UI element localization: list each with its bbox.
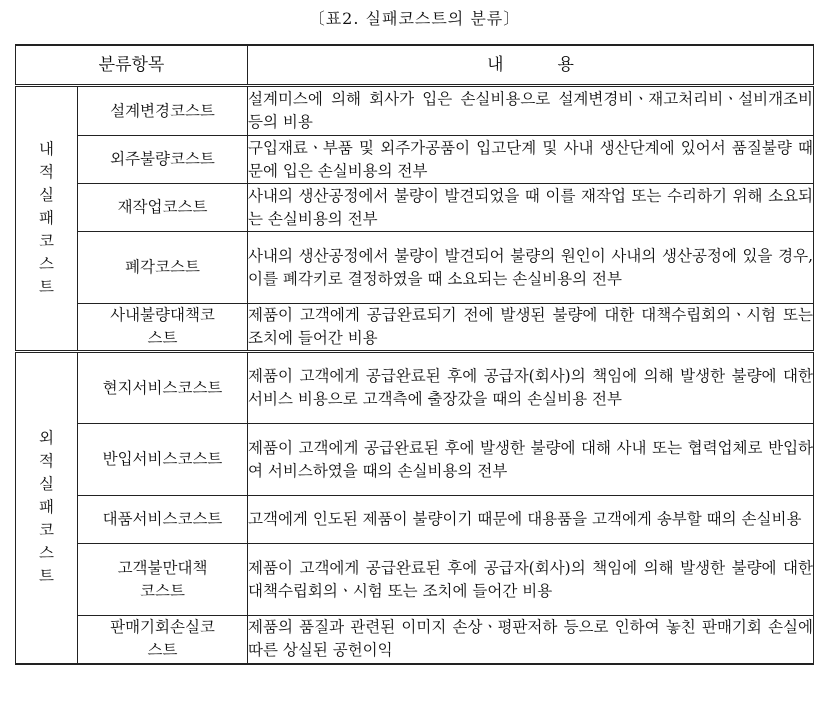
table-row — [16, 544, 814, 616]
category-cell: 재작업코스트 — [78, 184, 248, 232]
group-label: 외적실패코스트 — [39, 429, 54, 586]
table-row — [16, 136, 814, 184]
description-cell: 제품이 고객에게 공급완료된 후에 공급자(회사)의 책임에 의해 발생한 불량에 대한 대책수립회의ㆍ시험 또는 조치에 들어간 비용 — [248, 544, 814, 616]
category-cell: 외주불량코스트 — [78, 136, 248, 184]
group-external — [16, 352, 78, 664]
description-cell: 제품이 고객에게 공급완료된 후에 공급자(회사)의 책임에 의해 발생한 불량에 대한 서비스 비용으로 고객측에 출장갔을 때의 손실비용 전부 — [248, 352, 814, 424]
category-cell: 폐각코스트 — [78, 232, 248, 304]
description-cell: 구입재료ㆍ부품 및 외주가공품이 입고단계 및 사내 생산단계에 있어서 품질불량 때문에 입은 손실비용의 전부 — [248, 136, 814, 184]
description-cell: 사내의 생산공정에서 불량이 발견되어 불량의 원인이 사내의 생산공정에 있을 경우, 이를 폐각키로 결정하였을 때 소요되는 손실비용의 전부 — [248, 232, 814, 304]
header-content — [248, 45, 814, 86]
table-row — [16, 352, 814, 424]
table-row — [16, 232, 814, 304]
category-text: 고객불만대책코스트 — [117, 558, 208, 600]
category-cell — [78, 544, 248, 616]
description-cell: 제품이 고객에게 공급완료된 후에 발생한 불량에 대해 사내 또는 협력업체로 반입하여 서비스하였을 때의 손실비용의 전부 — [248, 424, 814, 496]
category-text: 사내불량대책코스트 — [110, 306, 215, 347]
description-cell: 설계미스에 의해 회사가 입은 손실비용으로 설계변경비ㆍ재고처리비ㆍ설비개조비 등의 비용 — [248, 86, 814, 136]
table-row — [16, 304, 814, 352]
table-row — [16, 616, 814, 664]
category-text: 판매기회손실코스트 — [110, 618, 215, 660]
table-row — [16, 424, 814, 496]
category-cell — [78, 304, 248, 352]
failure-cost-table — [15, 44, 814, 665]
description-cell: 사내의 생산공정에서 불량이 발견되었을 때 이를 재작업 또는 수리하기 위해 소요되는 손실비용의 전부 — [248, 184, 814, 232]
category-cell: 반입서비스코스트 — [78, 424, 248, 496]
category-cell: 대품서비스코스트 — [78, 496, 248, 544]
category-cell: 설계변경코스트 — [78, 86, 248, 136]
table-caption: 〔표2. 실패코스트의 분류〕 — [308, 9, 521, 28]
group-label: 내적실패코스트 — [39, 140, 54, 296]
table-row — [16, 86, 814, 136]
description-cell: 제품이 고객에게 공급완료되기 전에 발생된 불량에 대한 대책수립회의ㆍ시험 또는 조치에 들어간 비용 — [248, 304, 814, 352]
table-row — [16, 496, 814, 544]
header-content-text: 내 용 — [487, 54, 574, 75]
header-row — [16, 45, 814, 86]
category-cell: 현지서비스코스트 — [78, 352, 248, 424]
header-category: 분류항목 — [16, 45, 248, 86]
category-cell — [78, 616, 248, 664]
table-row — [16, 184, 814, 232]
description-cell: 고객에게 인도된 제품이 불량이기 때문에 대용품을 고객에게 송부할 때의 손실비용 — [248, 496, 814, 544]
group-internal — [16, 86, 78, 352]
description-cell: 제품의 품질과 관련된 이미지 손상ㆍ평판저하 등으로 인하여 놓친 판매기회 손실에 따른 상실된 공헌이익 — [248, 616, 814, 664]
